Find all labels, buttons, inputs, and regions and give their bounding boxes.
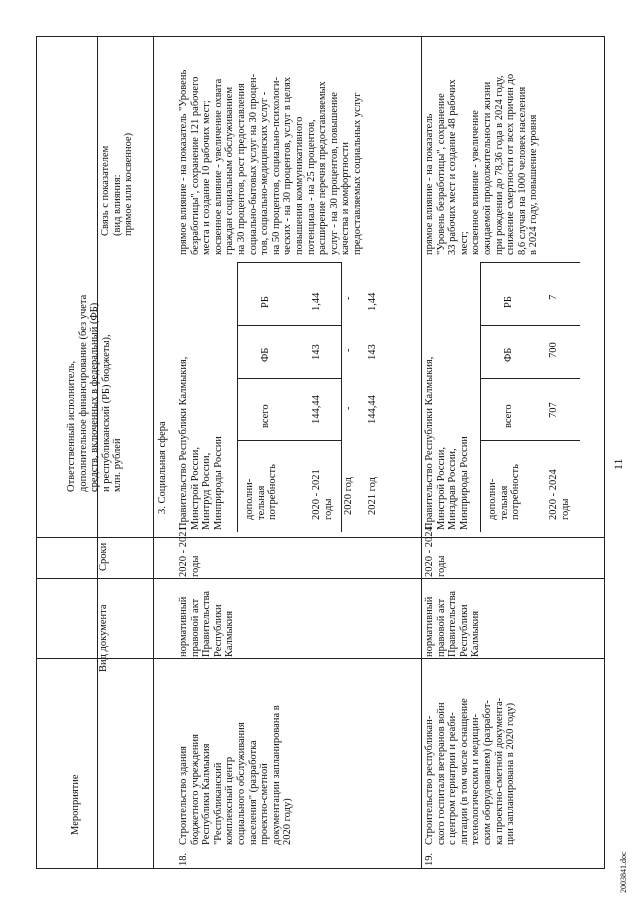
row19-event: Строительство республикан- ского госпиталя ветеранов войн с центром гериатрии и реаби- литации (в том числе оснащение технологическим и медицин- ским оборудованием) (разработ- ка проектно-сметной документа- ции запланирована в 2020 году) [424, 697, 517, 845]
row19-fin-rb-1: 7 [548, 294, 559, 300]
page-number-label: 11 [611, 458, 625, 470]
fin18-v1 [237, 262, 238, 532]
grid-v5 [604, 36, 605, 868]
row18-link: прямое влияние - на показатель "Уровень безработицы", сохранение 121 рабочего места и создание 10 рабочих мест; косвенное влияние - увеличение охвата граждан социальным обслуживанием на 30 процентов, рост предоставления социально-бытовых услуг на 30 процен- тов, социально-медицинских услуг - на 50 процентов, социально-психологи- ческих - на 30 процентов, услуг в целях повышения коммуникативного потенциала - на 25 процентов, расширение перечня предоставляемых услуг - на 30 процентов, повышение качества и комфортности предоставляемых социальных услуг [178, 69, 363, 255]
grid-h4 [36, 578, 605, 579]
row18-number: 18. [178, 852, 189, 866]
fin18-c2 [237, 378, 341, 379]
row18-event: Строительство здания бюджетного учреждения Республики Калмыкия "Республиканский комплексный центр социального обслуживания населения" (разработка проектно-сметной документации запланирована в 2020 году) [178, 705, 294, 845]
row18-fin-period-3: 2021 год [367, 477, 378, 515]
row19-fin-period-1: 2020 - 2024 годы [548, 469, 571, 520]
grid-v1 [36, 36, 37, 868]
fin18-c3 [237, 262, 341, 263]
grid-v3 [153, 36, 154, 868]
grid-v4 [421, 36, 422, 868]
row18-fin-total-3: 144,44 [367, 395, 378, 424]
fin18-c1 [237, 325, 341, 326]
row18-fin-rb-1: 1,44 [311, 292, 322, 311]
grid-h5 [36, 658, 605, 659]
row19-fin-fb: ФБ [503, 347, 514, 362]
row18-fin-period-2: 2020 год [343, 477, 354, 515]
row18-fin-total: всего [260, 404, 271, 428]
row18-fin-fb-3: 143 [367, 344, 378, 360]
row19-fin-total-1: 707 [548, 402, 559, 418]
row18-executor: Правительство Республики Калмыкия, Минстрой России, Минтруд России, Минприроды России [178, 356, 224, 530]
fin19-h [480, 440, 580, 441]
header-event-label: Мероприятие [70, 774, 81, 835]
grid-h3 [36, 537, 605, 538]
footer-filename: 2003841.doc [619, 851, 628, 893]
row18-fin-need: дополни- тельная потребность [244, 464, 279, 520]
row19-link: прямое влияние - на показатель "Уровень безработицы", сохранение 33 рабочих мест и создание 48 рабочих мест; косвенное влияние - увеличение ожидаемой продолжительности жизни при рождении до 78,36 года в 2024 году, снижение смертности от всех причин до 8,6 случая на 1000 человек населения в 2024 году, повышение уровня [424, 73, 540, 255]
fin18-h [237, 440, 341, 441]
fin18-v2 [341, 262, 342, 532]
row19-fin-total: всего [503, 404, 514, 428]
header-terms-label: Сроки [98, 542, 109, 571]
row19-executor: Правительство Республики Калмыкия, Минстрой России, Минздрав России, Минприроды России [424, 356, 470, 530]
grid-h2 [36, 868, 605, 869]
header-executor-label: Ответственный исполнитель, дополнительное финансирование (без учета средств, включенных в федеральный (ФБ) и республиканский (РБ) бюджеты), млн. рублей [66, 294, 124, 492]
row18-fin-total-1: 144,44 [311, 395, 322, 424]
row19-terms: 2020 - 2024 годы [424, 526, 447, 577]
row19-fin-fb-1: 700 [548, 342, 559, 358]
fin19-c3 [480, 262, 580, 263]
row19-doc-type: нормативный правовой акт Правительства Республики Калмыкия [424, 590, 482, 657]
section-label: 3. Социальная сфера [157, 421, 168, 514]
row18-fin-fb: ФБ [260, 347, 271, 362]
row18-fin-rb-2: - [343, 296, 354, 300]
row18-fin-rb-3: 1,44 [367, 292, 378, 311]
row18-fin-rb: РБ [260, 296, 271, 308]
fin19-c2 [480, 378, 580, 379]
header-doc-type-label: Вид документа [98, 604, 109, 672]
row18-fin-total-2: - [343, 406, 354, 410]
row18-fin-fb-1: 143 [311, 344, 322, 360]
row18-fin-fb-2: - [343, 348, 354, 352]
row19-fin-rb: РБ [503, 296, 514, 308]
fin19-c1 [480, 325, 580, 326]
fin19-v1 [480, 262, 481, 532]
row18-fin-period-1: 2020 - 2021 годы [311, 469, 334, 520]
grid-h1 [36, 36, 605, 37]
row19-fin-need: дополни- тельная потребность [487, 464, 522, 520]
header-link-label: Связь с показателем (вид влияния: прямое или косвенное) [100, 132, 135, 236]
row19-number: 19. [424, 852, 435, 866]
row18-doc-type: нормативный правовой акт Правительства Республики Калмыкия [178, 590, 236, 657]
row18-terms: 2020 - 2021 годы [178, 526, 201, 577]
